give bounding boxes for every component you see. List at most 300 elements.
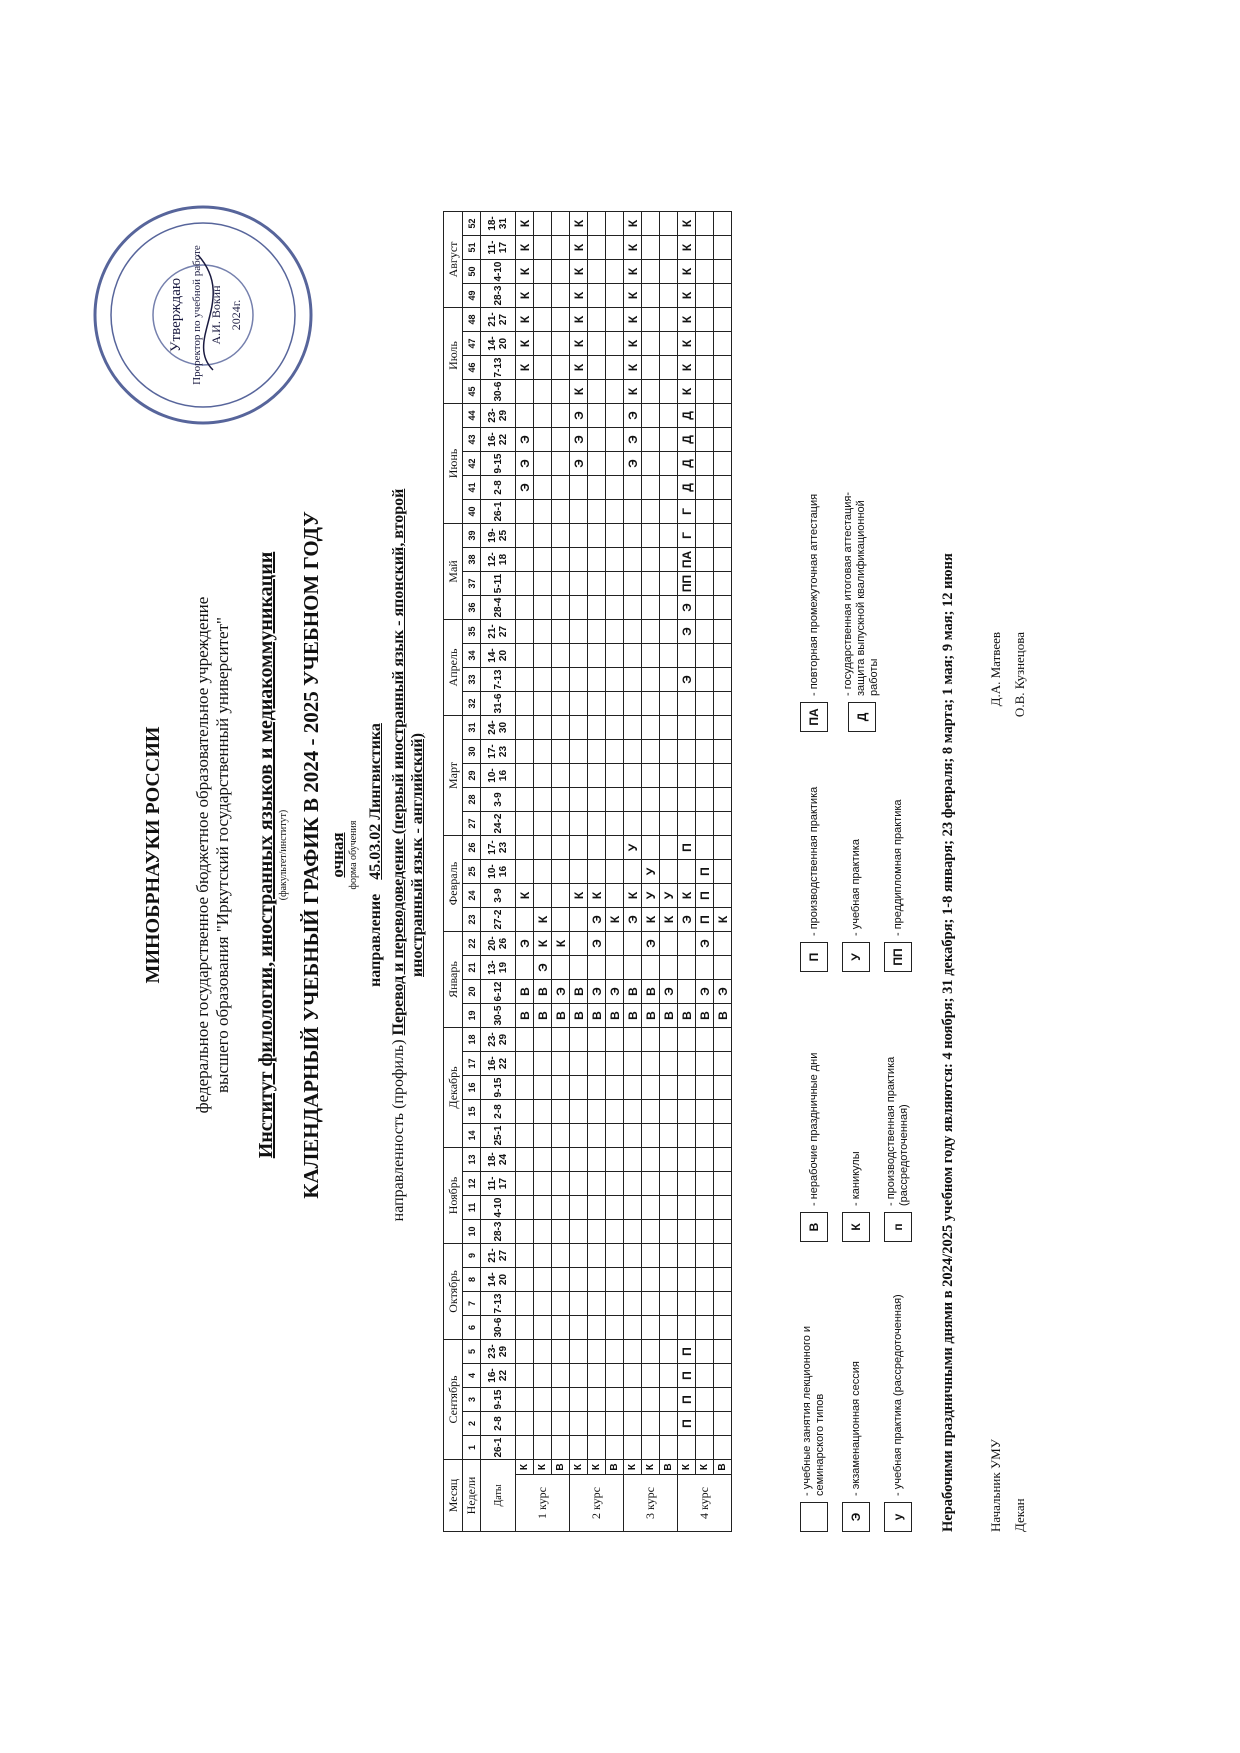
- week-number: 42: [463, 452, 481, 476]
- schedule-cell: [552, 500, 570, 524]
- schedule-cell: [534, 476, 552, 500]
- schedule-cell: [714, 716, 732, 740]
- schedule-cell: [678, 1244, 696, 1268]
- schedule-cell: В: [714, 1004, 732, 1028]
- schedule-cell: В: [606, 1004, 624, 1028]
- schedule-cell: [606, 812, 624, 836]
- week-number: 8: [463, 1268, 481, 1292]
- schedule-cell: [624, 1244, 642, 1268]
- course-row: [714, 212, 732, 1532]
- schedule-cell: [714, 596, 732, 620]
- schedule-cell: [552, 1412, 570, 1436]
- schedule-cell: [606, 284, 624, 308]
- schedule-cell: [606, 788, 624, 812]
- legend-text: - учебные занятия лекционного и семинарского типов: [801, 1325, 826, 1496]
- schedule-cell: [696, 956, 714, 980]
- week-date-range: 21-27: [481, 620, 516, 644]
- schedule-cell: [660, 404, 678, 428]
- week-number: 11: [463, 1196, 481, 1220]
- schedule-cell: [516, 1364, 534, 1388]
- schedule-cell: К: [552, 932, 570, 956]
- week-number: 43: [463, 428, 481, 452]
- schedule-cell: [606, 548, 624, 572]
- schedule-cell: [606, 596, 624, 620]
- schedule-cell: [552, 1268, 570, 1292]
- schedule-cell: К: [624, 212, 642, 236]
- schedule-cell: [552, 596, 570, 620]
- schedule-cell: [678, 956, 696, 980]
- schedule-cell: [552, 620, 570, 644]
- schedule-cell: К: [516, 284, 534, 308]
- schedule-cell: [516, 644, 534, 668]
- schedule-cell: [588, 956, 606, 980]
- week-number: 30: [463, 740, 481, 764]
- schedule-cell: [534, 740, 552, 764]
- schedule-cell: [714, 644, 732, 668]
- schedule-cell: [534, 1388, 552, 1412]
- month-header: Январь: [444, 932, 463, 1028]
- schedule-cell: [516, 956, 534, 980]
- schedule-cell: [534, 548, 552, 572]
- schedule-cell: [516, 1148, 534, 1172]
- schedule-cell: [606, 1436, 624, 1460]
- schedule-cell: [696, 236, 714, 260]
- schedule-cell: [714, 1076, 732, 1100]
- schedule-cell: [624, 1100, 642, 1124]
- schedule-cell: [678, 740, 696, 764]
- schedule-cell: [552, 356, 570, 380]
- schedule-cell: [642, 1388, 660, 1412]
- schedule-cell: [552, 764, 570, 788]
- schedule-cell: [588, 716, 606, 740]
- schedule-cell: [678, 716, 696, 740]
- legend-text: - производственная практика (рассредоточенная): [885, 1056, 910, 1206]
- course-subrow-code: В: [552, 1460, 570, 1475]
- schedule-cell: [696, 1340, 714, 1364]
- schedule-cell: [696, 1268, 714, 1292]
- schedule-cell: К: [570, 236, 588, 260]
- schedule-cell: [678, 1052, 696, 1076]
- direction-value: 45.03.02 Лингвистика: [367, 723, 384, 880]
- schedule-cell: [678, 1076, 696, 1100]
- schedule-cell: К: [642, 908, 660, 932]
- schedule-cell: [588, 860, 606, 884]
- schedule-cell: [696, 1196, 714, 1220]
- schedule-cell: [570, 692, 588, 716]
- week-date-range: 2-8: [481, 1100, 516, 1124]
- month-header: Октябрь: [444, 1244, 463, 1340]
- schedule-cell: [534, 1172, 552, 1196]
- schedule-cell: [516, 404, 534, 428]
- schedule-cell: [678, 644, 696, 668]
- schedule-cell: [552, 1100, 570, 1124]
- schedule-cell: К: [570, 260, 588, 284]
- schedule-cell: ПП: [678, 572, 696, 596]
- schedule-cell: [660, 620, 678, 644]
- schedule-cell: [660, 1148, 678, 1172]
- schedule-cell: [642, 1124, 660, 1148]
- schedule-cell: [606, 1292, 624, 1316]
- schedule-cell: К: [570, 380, 588, 404]
- schedule-cell: [516, 1388, 534, 1412]
- schedule-cell: [606, 1412, 624, 1436]
- course-row: [624, 212, 642, 1532]
- schedule-cell: [606, 476, 624, 500]
- signature-role: Декан: [1012, 1498, 1027, 1532]
- schedule-cell: [570, 836, 588, 860]
- schedule-cell: [624, 1412, 642, 1436]
- schedule-cell: К: [678, 356, 696, 380]
- schedule-cell: [516, 716, 534, 740]
- schedule-cell: [642, 668, 660, 692]
- signatures: [988, 432, 1036, 1532]
- schedule-cell: [588, 1364, 606, 1388]
- schedule-cell: [660, 764, 678, 788]
- schedule-cell: [570, 644, 588, 668]
- schedule-cell: [534, 236, 552, 260]
- schedule-cell: [606, 1100, 624, 1124]
- schedule-cell: [552, 548, 570, 572]
- schedule-cell: [606, 1316, 624, 1340]
- week-date-range: 25-1: [481, 1124, 516, 1148]
- week-header-label: Недели: [463, 1460, 481, 1532]
- schedule-cell: [660, 1172, 678, 1196]
- schedule-cell: [642, 596, 660, 620]
- week-number: 16: [463, 1076, 481, 1100]
- schedule-cell: П: [696, 860, 714, 884]
- stamp-name: А.И. Вокин: [209, 285, 223, 345]
- schedule-cell: [516, 572, 534, 596]
- schedule-cell: [534, 524, 552, 548]
- schedule-cell: [588, 452, 606, 476]
- schedule-cell: [570, 572, 588, 596]
- schedule-cell: [642, 836, 660, 860]
- schedule-cell: Э: [552, 980, 570, 1004]
- schedule-cell: [642, 740, 660, 764]
- schedule-cell: [570, 788, 588, 812]
- schedule-cell: [588, 428, 606, 452]
- schedule-cell: [552, 716, 570, 740]
- schedule-cell: [534, 884, 552, 908]
- schedule-cell: [714, 1244, 732, 1268]
- schedule-cell: [606, 500, 624, 524]
- signature-row: [1012, 432, 1036, 1532]
- week-number: 9: [463, 1244, 481, 1268]
- schedule-cell: [714, 524, 732, 548]
- schedule-cell: Э: [714, 980, 732, 1004]
- schedule-cell: [588, 836, 606, 860]
- week-number: 29: [463, 764, 481, 788]
- schedule-cell: [678, 1316, 696, 1340]
- study-form-caption: форма обучения: [348, 820, 359, 890]
- schedule-cell: [642, 1436, 660, 1460]
- schedule-cell: [534, 860, 552, 884]
- schedule-cell: [516, 1220, 534, 1244]
- week-number: 4: [463, 1364, 481, 1388]
- schedule-cell: [624, 1220, 642, 1244]
- course-row: [696, 212, 714, 1532]
- page-title: КАЛЕНДАРНЫЙ УЧЕБНЫЙ ГРАФИК В 2024 - 2025 УЧЕБНОМ ГОДУ: [299, 511, 323, 1199]
- schedule-cell: П: [678, 836, 696, 860]
- schedule-cell: [624, 860, 642, 884]
- week-date-range: 7-13: [481, 1292, 516, 1316]
- schedule-cell: [660, 740, 678, 764]
- schedule-cell: П: [678, 1412, 696, 1436]
- schedule-cell: [696, 1292, 714, 1316]
- week-number: 33: [463, 668, 481, 692]
- legend-item: [842, 996, 870, 1242]
- schedule-cell: [714, 956, 732, 980]
- schedule-cell: [660, 1412, 678, 1436]
- week-date-range: 6-12: [481, 980, 516, 1004]
- week-number: 38: [463, 548, 481, 572]
- schedule-cell: [534, 764, 552, 788]
- schedule-cell: [660, 860, 678, 884]
- schedule-cell: [552, 428, 570, 452]
- week-number: 3: [463, 1388, 481, 1412]
- institute-name: Институт филологии, иностранных языков и медиакоммуникации: [255, 551, 277, 1159]
- schedule-cell: [534, 812, 552, 836]
- week-date-range: 5-11: [481, 572, 516, 596]
- schedule-cell: [696, 428, 714, 452]
- schedule-cell: [516, 692, 534, 716]
- schedule-cell: [696, 692, 714, 716]
- stamp-role: Проректор по учебной работе: [191, 245, 203, 385]
- week-number: 45: [463, 380, 481, 404]
- schedule-cell: [606, 524, 624, 548]
- schedule-cell: [534, 788, 552, 812]
- schedule-cell: [606, 1268, 624, 1292]
- schedule-cell: [516, 812, 534, 836]
- schedule-cell: [588, 524, 606, 548]
- legend-text: - повторная промежуточная аттестация: [807, 493, 820, 696]
- schedule-cell: [606, 620, 624, 644]
- week-date-range: 24-2: [481, 812, 516, 836]
- legend-code: [800, 1502, 828, 1532]
- schedule-cell: [552, 1340, 570, 1364]
- schedule-cell: Э: [624, 452, 642, 476]
- schedule-cell: [516, 1244, 534, 1268]
- schedule-cell: [552, 1388, 570, 1412]
- schedule-cell: [714, 1412, 732, 1436]
- schedule-cell: [660, 236, 678, 260]
- schedule-cell: [642, 524, 660, 548]
- schedule-cell: [534, 452, 552, 476]
- schedule-cell: [624, 1076, 642, 1100]
- course-label: 2 курс: [570, 1475, 624, 1532]
- schedule-cell: [606, 740, 624, 764]
- schedule-cell: [714, 1124, 732, 1148]
- schedule-cell: В: [588, 1004, 606, 1028]
- schedule-cell: К: [678, 284, 696, 308]
- schedule-cell: Э: [588, 980, 606, 1004]
- schedule-cell: [606, 1220, 624, 1244]
- schedule-cell: Э: [606, 980, 624, 1004]
- schedule-cell: [570, 1244, 588, 1268]
- course-subrow-code: К: [678, 1460, 696, 1475]
- schedule-cell: К: [624, 308, 642, 332]
- schedule-cell: [552, 1316, 570, 1340]
- course-row: [588, 212, 606, 1532]
- legend-code: К: [842, 1212, 870, 1242]
- week-date-range: 7-13: [481, 356, 516, 380]
- schedule-cell: [606, 212, 624, 236]
- schedule-cell: [534, 1028, 552, 1052]
- schedule-cell: [534, 572, 552, 596]
- schedule-cell: [696, 356, 714, 380]
- week-date-range: 9-15: [481, 452, 516, 476]
- schedule-cell: [624, 1364, 642, 1388]
- schedule-cell: [678, 692, 696, 716]
- schedule-cell: [642, 1172, 660, 1196]
- schedule-cell: [534, 1292, 552, 1316]
- schedule-cell: [714, 836, 732, 860]
- legend-item: [884, 996, 912, 1242]
- schedule-cell: [588, 500, 606, 524]
- schedule-cell: [588, 764, 606, 788]
- course-label: 1 курс: [516, 1475, 570, 1532]
- schedule-cell: П: [678, 1364, 696, 1388]
- signature-name: Д.А. Матвеев: [988, 632, 1003, 707]
- schedule-cell: [696, 572, 714, 596]
- schedule-cell: К: [624, 332, 642, 356]
- schedule-cell: [660, 1100, 678, 1124]
- schedule-cell: [588, 1172, 606, 1196]
- schedule-cell: [696, 1388, 714, 1412]
- schedule-cell: [606, 1340, 624, 1364]
- schedule-cell: [570, 1100, 588, 1124]
- schedule-cell: К: [678, 308, 696, 332]
- schedule-cell: К: [678, 884, 696, 908]
- schedule-cell: [534, 404, 552, 428]
- schedule-cell: [714, 332, 732, 356]
- schedule-cell: [714, 404, 732, 428]
- schedule-cell: [534, 668, 552, 692]
- legend-item: [842, 1286, 870, 1532]
- schedule-cell: В: [516, 1004, 534, 1028]
- schedule-cell: [660, 260, 678, 284]
- organization-line-1: федеральное государственное бюджетное образовательное учреждение: [193, 596, 212, 1114]
- schedule-cell: [660, 644, 678, 668]
- week-number: 35: [463, 620, 481, 644]
- schedule-cell: [696, 500, 714, 524]
- week-number: 1: [463, 1436, 481, 1460]
- schedule-cell: [570, 1316, 588, 1340]
- schedule-cell: [570, 956, 588, 980]
- legend-text: - нерабочие праздничные дни: [807, 1052, 820, 1206]
- schedule-cell: [534, 308, 552, 332]
- schedule-cell: [678, 812, 696, 836]
- course-row: [678, 212, 696, 1532]
- schedule-cell: [678, 788, 696, 812]
- legend-item: [842, 486, 881, 732]
- schedule-cell: [570, 1172, 588, 1196]
- schedule-cell: [624, 524, 642, 548]
- schedule-cell: К: [534, 932, 552, 956]
- schedule-cell: [714, 1220, 732, 1244]
- schedule-cell: [660, 428, 678, 452]
- week-date-range: 23-29: [481, 1340, 516, 1364]
- schedule-cell: [624, 812, 642, 836]
- schedule-cell: [606, 428, 624, 452]
- schedule-cell: [714, 788, 732, 812]
- schedule-cell: [624, 644, 642, 668]
- schedule-cell: [588, 404, 606, 428]
- schedule-cell: [714, 236, 732, 260]
- schedule-cell: [588, 812, 606, 836]
- schedule-cell: [714, 212, 732, 236]
- schedule-cell: [516, 1028, 534, 1052]
- schedule-cell: [570, 1076, 588, 1100]
- week-date-range: 3-9: [481, 788, 516, 812]
- week-date-range: 17-23: [481, 740, 516, 764]
- week-number: 23: [463, 908, 481, 932]
- schedule-cell: [678, 932, 696, 956]
- week-date-range: 24-30: [481, 716, 516, 740]
- schedule-cell: В: [696, 1004, 714, 1028]
- schedule-cell: [696, 1052, 714, 1076]
- schedule-cell: [660, 1436, 678, 1460]
- schedule-cell: [660, 572, 678, 596]
- schedule-cell: [678, 860, 696, 884]
- schedule-cell: [678, 1028, 696, 1052]
- schedule-cell: [714, 1268, 732, 1292]
- week-date-range: 9-15: [481, 1076, 516, 1100]
- schedule-cell: [642, 716, 660, 740]
- week-date-range: 13-19: [481, 956, 516, 980]
- signature-name: О.В. Кузнецова: [1012, 632, 1027, 718]
- schedule-cell: [696, 476, 714, 500]
- schedule-cell: Г: [678, 524, 696, 548]
- schedule-cell: [714, 1388, 732, 1412]
- week-number: 15: [463, 1100, 481, 1124]
- schedule-cell: К: [678, 236, 696, 260]
- week-date-range: 18-31: [481, 212, 516, 236]
- schedule-cell: [606, 308, 624, 332]
- schedule-cell: [660, 308, 678, 332]
- schedule-cell: К: [678, 332, 696, 356]
- schedule-cell: [588, 1148, 606, 1172]
- schedule-cell: [642, 644, 660, 668]
- course-row: [552, 212, 570, 1532]
- schedule-cell: [642, 1412, 660, 1436]
- schedule-cell: [552, 380, 570, 404]
- schedule-cell: [642, 260, 660, 284]
- schedule-cell: К: [678, 380, 696, 404]
- week-date-range: 7-13: [481, 668, 516, 692]
- schedule-cell: [534, 620, 552, 644]
- schedule-cell: [552, 884, 570, 908]
- week-date-range: 10-16: [481, 764, 516, 788]
- schedule-cell: [714, 860, 732, 884]
- schedule-cell: [606, 236, 624, 260]
- schedule-cell: П: [678, 1388, 696, 1412]
- schedule-cell: К: [624, 284, 642, 308]
- schedule-cell: Э: [516, 452, 534, 476]
- institute-caption: (факультет/институт): [278, 809, 289, 901]
- schedule-cell: Г: [678, 500, 696, 524]
- schedule-cell: [552, 284, 570, 308]
- legend-code: П: [800, 942, 828, 972]
- schedule-cell: [552, 1028, 570, 1052]
- schedule-cell: [696, 452, 714, 476]
- legend-item: [884, 726, 912, 972]
- schedule-cell: [588, 548, 606, 572]
- schedule-cell: У: [660, 884, 678, 908]
- schedule-cell: В: [570, 1004, 588, 1028]
- legend-text: - экзаменационная сессия: [849, 1361, 862, 1496]
- course-subrow-code: К: [534, 1460, 552, 1475]
